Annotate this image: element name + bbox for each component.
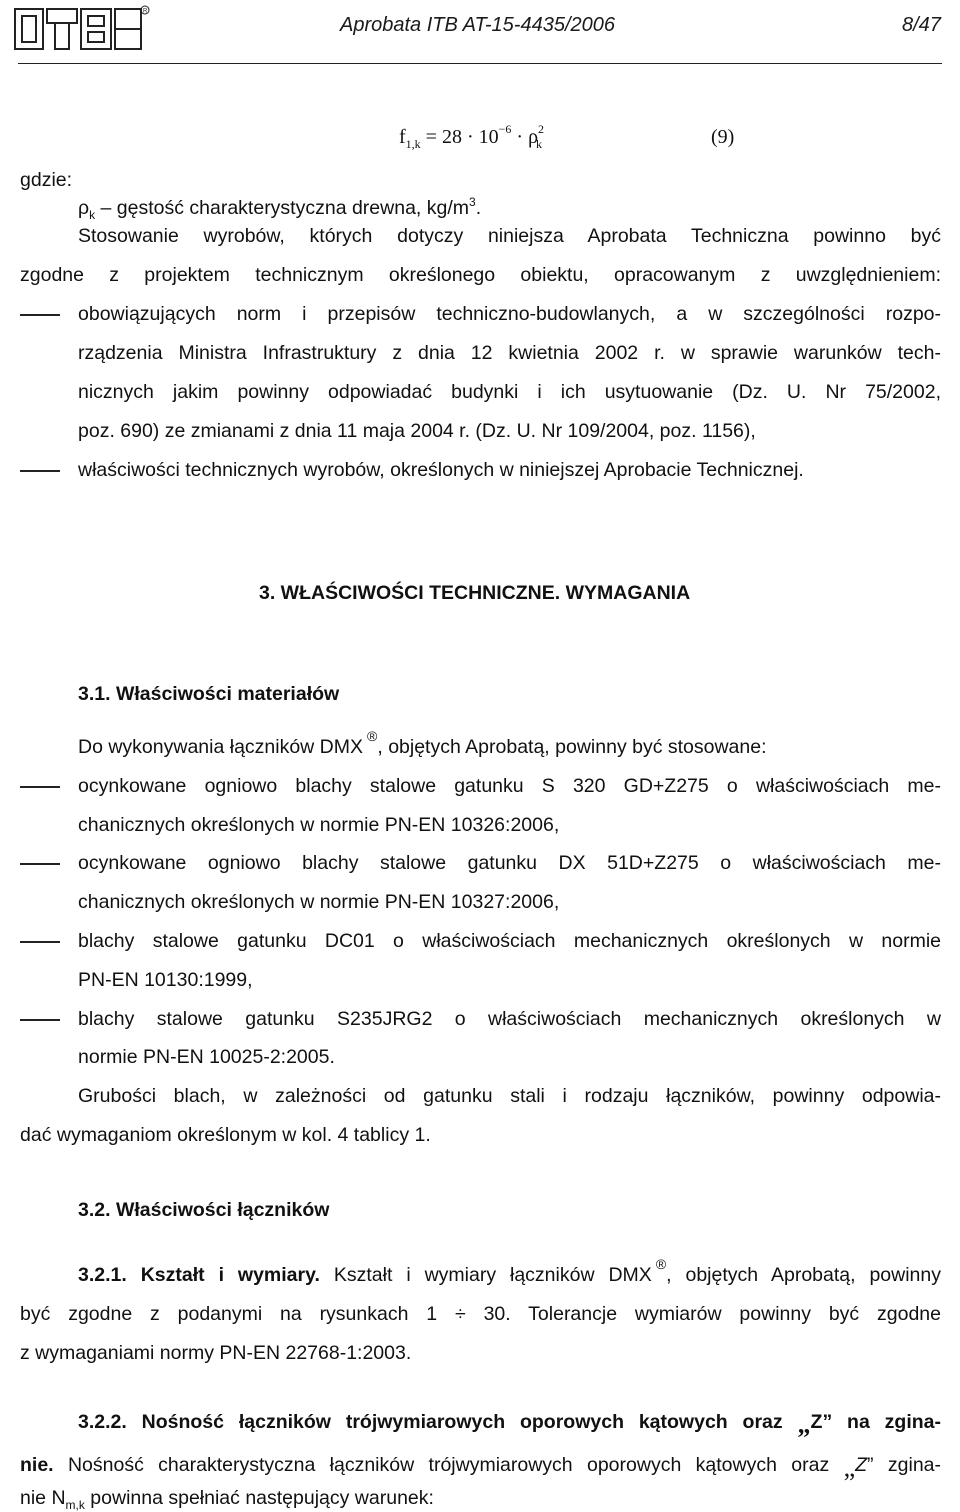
section-3-heading: 3. WŁAŚCIWOŚCI TECHNICZNE. WYMAGANIA bbox=[259, 582, 691, 604]
material-item-4-line-2: normie PN-EN 10025-2:2005. bbox=[78, 1046, 335, 1068]
material-item-4-line-1: blachy stalowe gatunku S235JRG2 o właściwościach mechanicznych określonych w bbox=[78, 1008, 941, 1030]
material-item-1-line-1: ocynkowane ogniowo blachy stalowe gatunku S 320 GD+Z275 o właściwościach me- bbox=[78, 775, 941, 797]
list-item-regulations-line-4: poz. 690) ze zmianami z dnia 11 maja 2004 r. (Dz. U. Nr 109/2004, poz. 1156), bbox=[78, 420, 756, 442]
svg-text:R: R bbox=[143, 8, 148, 15]
material-item-2-line-2: chanicznych określonych w normie PN-EN 10327:2006, bbox=[78, 891, 560, 913]
intro-line-2: zgodne z projektem technicznym określonego obiektu, opracowanym z uwzględnieniem: bbox=[20, 264, 941, 286]
list-dash bbox=[20, 470, 60, 472]
section-3-2-1-line-1: 3.2.1. Kształt i wymiary. Kształt i wymiary łączników DMX ®, objętych Aprobatą, powinny bbox=[78, 1256, 942, 1286]
section-3-2-2-text-line-2: nie $N_{m,k}$ powinna spełniać następujący warunek: bbox=[20, 1487, 434, 1512]
section-3-1-heading: 3.1. Właściwości materiałów bbox=[78, 683, 340, 705]
section-3-2-2-heading-line-1: 3.2.2. Nośność łączników trójwymiarowych oporowych kątowych oraz „Z” na zgina- bbox=[78, 1410, 941, 1439]
list-item-regulations-line-2: rządzenia Ministra Infrastruktury z dnia 12 kwietnia 2002 r. w sprawie warunków tech- bbox=[78, 342, 941, 364]
list-dash bbox=[20, 786, 60, 788]
material-item-3-line-1: blachy stalowe gatunku DC01 o właściwościach mechanicznych określonych w normie bbox=[78, 930, 941, 952]
list-item-regulations-line-3: nicznych jakim powinny odpowiadać budynki i ich usytuowanie (Dz. U. Nr 75/2002, bbox=[78, 381, 941, 403]
section-3-2-2-text-line-1: nie. Nośność charakterystyczna łączników trójwymiarowych oporowych kątowych oraz „Z” zgina- bbox=[20, 1453, 942, 1482]
list-item-properties: właściwości technicznych wyrobów, określonych w niniejszej Aprobacie Technicznej. bbox=[78, 459, 804, 481]
document-title: Aprobata ITB AT-15-4435/2006 bbox=[340, 14, 615, 36]
equation-9: $f_{1,k} = 28 \cdot 10^{-6} \cdot \rho^2_k$ bbox=[399, 122, 545, 151]
list-dash bbox=[20, 314, 60, 316]
equation-number: (9) bbox=[711, 126, 735, 148]
section-3-2-1-line-2: być zgodne z podanymi na rysunkach 1 ÷ 30. Tolerancje wymiarów powinny być zgodne bbox=[20, 1303, 941, 1325]
list-item-regulations-line-1: obowiązujących norm i przepisów techniczno-budowlanych, a w szczególności rozpo- bbox=[78, 303, 941, 325]
section-3-2-1-line-3: z wymaganiami normy PN-EN 22768-1:2003. bbox=[20, 1342, 412, 1364]
thickness-paragraph-line-2: dać wymaganiom określonym w kol. 4 tablicy 1. bbox=[20, 1124, 431, 1146]
material-item-2-line-1: ocynkowane ogniowo blachy stalowe gatunku DX 51D+Z275 o właściwościach me- bbox=[78, 852, 941, 874]
section-3-1-intro: Do wykonywania łączników DMX ®, objętych Aprobatą, powinny być stosowane: bbox=[78, 728, 767, 758]
header-divider bbox=[18, 63, 942, 64]
material-item-1-line-2: chanicznych określonych w normie PN-EN 10326:2006, bbox=[78, 814, 560, 836]
itb-logo bbox=[12, 4, 150, 52]
where-label: gdzie: bbox=[20, 169, 73, 191]
list-dash bbox=[20, 1019, 60, 1021]
density-definition: $\rho_k$ – gęstość charakterystyczna drewna, $kg/m^3$. bbox=[78, 195, 482, 222]
intro-line-1: Stosowanie wyrobów, których dotyczy niniejsza Aprobata Techniczna powinno być bbox=[78, 225, 941, 247]
list-dash bbox=[20, 941, 60, 943]
thickness-paragraph-line-1: Grubości blach, w zależności od gatunku stali i rodzaju łączników, powinny odpowia- bbox=[78, 1085, 941, 1107]
section-3-2-heading: 3.2. Właściwości łączników bbox=[78, 1199, 330, 1221]
list-dash bbox=[20, 863, 60, 865]
page-number: 8/47 bbox=[902, 14, 941, 36]
material-item-3-line-2: PN-EN 10130:1999, bbox=[78, 969, 253, 991]
